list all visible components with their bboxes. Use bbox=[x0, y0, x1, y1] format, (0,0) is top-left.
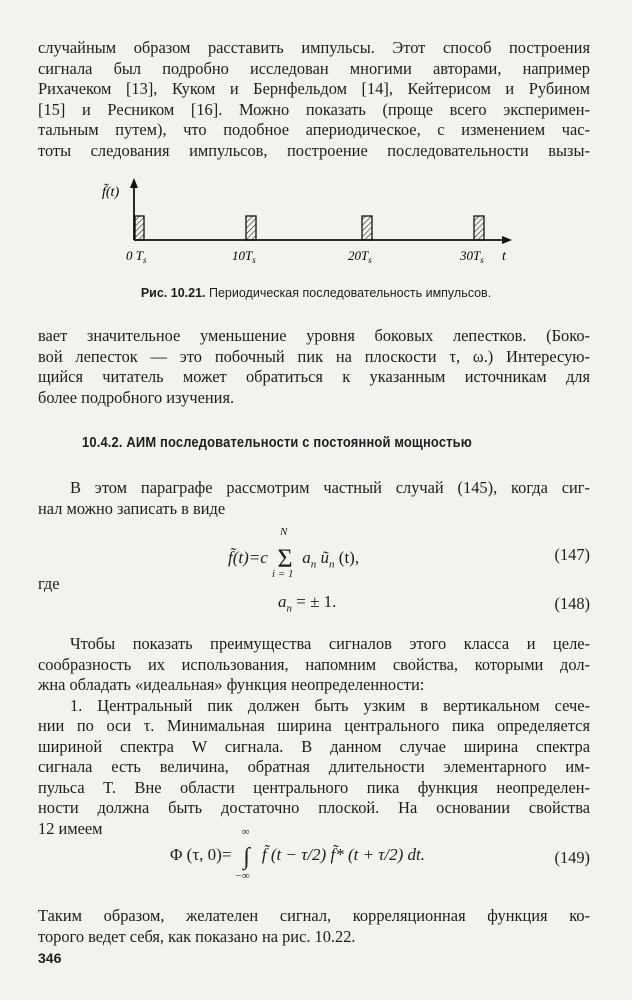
text-line: случайным образом расставить импульсы. Этот способ построения bbox=[38, 38, 590, 57]
paragraph-conclusion bbox=[38, 906, 590, 947]
tick-label-30: $30T_s$ bbox=[460, 248, 484, 265]
page-number: 346 bbox=[38, 950, 62, 966]
equation-number-148: (148) bbox=[554, 594, 590, 613]
integral-upper-limit: ∞ bbox=[241, 826, 250, 838]
equation-149 bbox=[170, 826, 425, 882]
text-line: сообразность их использования, напомним свойства, которыми дол- bbox=[38, 654, 590, 674]
tick-label-10: $10T_s$ bbox=[232, 248, 256, 265]
pulse-10 bbox=[246, 216, 256, 240]
text-line: шириной спектра W сигнала. В данном случае ширина спектра bbox=[38, 736, 590, 756]
pulse-30 bbox=[474, 216, 484, 240]
text-line: нал можно записать в виде bbox=[38, 498, 226, 518]
sum-operator bbox=[272, 526, 298, 580]
eq148-a: a bbox=[278, 592, 287, 611]
eq148-rest: = ± 1. bbox=[292, 592, 337, 611]
text-line: [15] и Ресником [16]. Можно показать (проще всего эксперимен- bbox=[38, 99, 590, 119]
y-axis-label: f̃(t) bbox=[102, 185, 120, 200]
paragraph-intro bbox=[38, 38, 590, 161]
paragraph-sidelobes bbox=[38, 326, 590, 408]
pulse-diagram bbox=[100, 176, 530, 270]
pulse-0 bbox=[135, 216, 144, 240]
text-line: сигнала был подробно исследован многими авторами, например bbox=[38, 58, 590, 78]
pulse-20 bbox=[362, 216, 372, 240]
figure-caption bbox=[0, 286, 632, 300]
text-line: ности должна быть достаточно плоской. На основании свойства bbox=[38, 798, 590, 817]
integral-icon: ∫ bbox=[243, 844, 250, 870]
paragraph-properties bbox=[38, 634, 590, 839]
text-line: щийся читатель может обратиться к указанным источникам для bbox=[38, 367, 590, 386]
where-word: где bbox=[38, 574, 60, 593]
eq147-u-sub: n bbox=[329, 558, 335, 571]
caption-number: Рис. 10.21. bbox=[140, 286, 206, 300]
text-line: Чтобы показать преимущества сигналов этого класса и целе- bbox=[70, 634, 590, 653]
sum-upper-limit: N bbox=[280, 526, 288, 538]
eq147-u: ũ bbox=[320, 548, 330, 567]
text-line: жна обладать «идеальная» функция неопределенности: bbox=[38, 675, 425, 694]
x-axis-label: t bbox=[502, 249, 506, 264]
text-line: 12 имеем bbox=[38, 818, 103, 838]
text-line: пульса T. Вне области центрального пика функция неопределен- bbox=[38, 777, 590, 797]
y-axis-arrow-icon bbox=[130, 178, 138, 188]
eq147-arg: (t), bbox=[338, 548, 360, 567]
tick-label-20: $20T_s$ bbox=[348, 248, 372, 265]
eq148-sub: n bbox=[286, 602, 292, 615]
eq147-a: a bbox=[302, 548, 311, 567]
equation-148 bbox=[278, 592, 336, 614]
text-line: 1. Центральный пик должен быть узким в вертикальном сече- bbox=[70, 695, 590, 715]
sigma-icon: Σ bbox=[277, 544, 293, 573]
eq147-a-sub: n bbox=[310, 558, 317, 571]
text-line: В этом параграфе рассмотрим частный случай (145), когда сиг- bbox=[70, 478, 590, 497]
sum-lower-limit: i = 1 bbox=[272, 568, 294, 580]
eq149-lhs: Φ (τ, 0)= bbox=[170, 845, 232, 864]
text-line: тальным путем), что подобное апериодическое, с изменением час- bbox=[38, 120, 590, 139]
text-line: Таким образом, желателен сигнал, корреляционная функция ко- bbox=[38, 906, 590, 925]
caption-text: Периодическая последовательность импульсов. bbox=[209, 286, 492, 300]
equation-number-147: (147) bbox=[554, 545, 590, 564]
paragraph-special-case bbox=[38, 478, 590, 519]
figure-pulse-sequence bbox=[100, 176, 530, 270]
x-axis-arrow-icon bbox=[502, 236, 512, 244]
text-line: вает значительное уменьшение уровня боковых лепестков. (Боко- bbox=[38, 326, 590, 345]
text-line: сигнала есть величина, обратная длительности элементарного им- bbox=[38, 757, 590, 776]
integral-operator bbox=[235, 826, 258, 882]
text-line: Рихачеком [13], Куком и Бернфельдом [14], Кейтерисом и Рубином bbox=[38, 79, 590, 98]
text-line: торого ведет себя, как показано на рис. 10.22. bbox=[38, 926, 356, 946]
eq149-integrand: f̃ (t − τ/2) f̃* (t + τ/2) dt. bbox=[261, 845, 425, 864]
text-line: более подробного изучения. bbox=[38, 387, 235, 407]
section-heading: 10.4.2. АИМ последовательности с постоянной мощностью bbox=[82, 434, 472, 451]
integral-lower-limit: −∞ bbox=[235, 870, 250, 882]
equation-number-149: (149) bbox=[554, 848, 590, 867]
tick-label-0: 0 $T_s$ bbox=[126, 248, 147, 265]
text-line: нии по оси τ. Минимальная ширина центрального пика определяется bbox=[38, 716, 590, 735]
text-line: вой лепесток — это побочный пик на плоскости τ, ω.) Интересую- bbox=[38, 346, 590, 366]
eq147-lhs: f̃(t)=c bbox=[228, 548, 268, 567]
text-line: тоты следования импульсов, построение последовательности вызы- bbox=[38, 140, 590, 160]
equation-147 bbox=[228, 526, 360, 580]
